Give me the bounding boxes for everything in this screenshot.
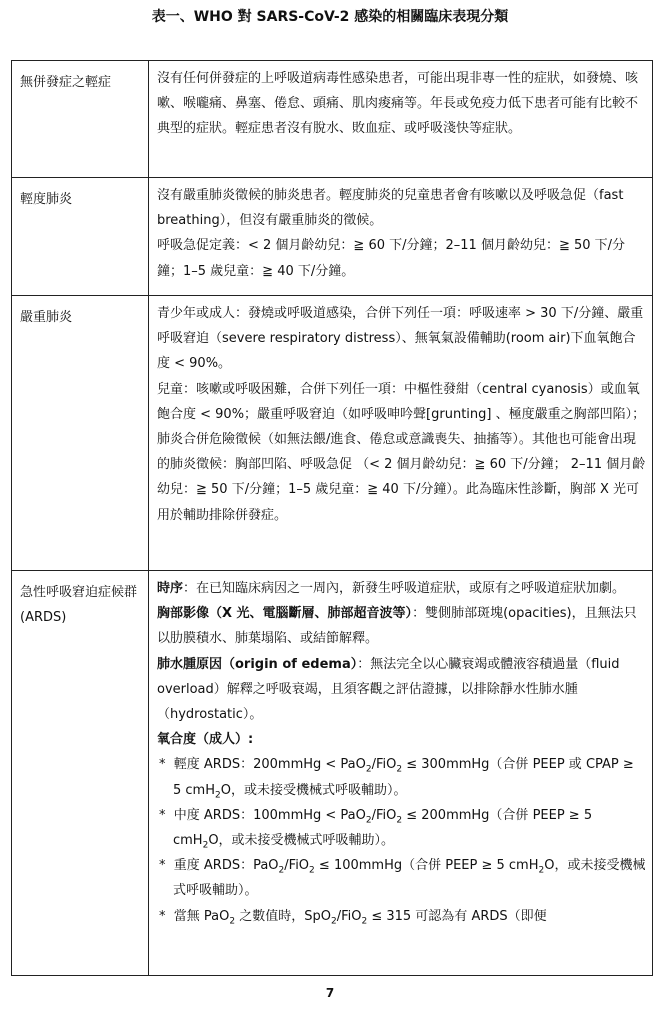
table-row (12, 61, 653, 178)
subscript: 2 (309, 865, 315, 876)
row-content-cell (149, 296, 653, 571)
bullet-mark: * (159, 757, 166, 773)
no-pao2-a: 當無 PaO (173, 908, 230, 924)
description-paragraph: 青少年或成人：發燒或呼吸道感染，合併下列任一項：呼吸速率 > 30 下/分鐘、嚴重呼吸窘迫（severe respiratory distress）、無氧氣設備輔助(room air)下血氧飽合度 < 90%。 (157, 306, 644, 372)
severe-ards-c: ≤ 100mmHg（合併 PEEP ≥ 5 cmH (314, 858, 539, 874)
subscript: 2 (538, 865, 545, 876)
row-label-cell (12, 296, 149, 571)
severe-ards-a: 重度 ARDS：PaO (173, 858, 279, 874)
row-label: 輕度肺炎 (20, 192, 73, 207)
clinical-classification-table (11, 60, 653, 976)
edema-paragraph (157, 652, 646, 728)
no-pao2-b: 之數值時，SpO (235, 908, 331, 924)
severe-ards-b: /FiO (284, 858, 310, 874)
subscript: 2 (278, 865, 285, 876)
description-paragraph: 沒有嚴重肺炎徵候的肺炎患者。輕度肺炎的兒童患者會有咳嗽以及呼吸急促（fast breathing），但沒有嚴重肺炎的徵候。 (157, 188, 624, 229)
row-content-cell (149, 178, 653, 296)
list-item (157, 904, 646, 929)
row-label-cell (12, 178, 149, 296)
table-row (12, 296, 653, 571)
list-item (157, 752, 646, 802)
row-label: 無併發症之輕症 (20, 75, 112, 90)
moderate-ards-d: O，或未接受機械式呼吸輔助）。 (208, 833, 395, 849)
subscript: 2 (202, 840, 209, 851)
subscript: 2 (361, 916, 368, 927)
bullet-mark: * (159, 858, 166, 874)
row-label-cell (12, 61, 149, 178)
subscript: 2 (365, 815, 372, 826)
mild-ards-d: O，或未接受機械式呼吸輔助）。 (220, 782, 407, 798)
mild-ards-c: ≤ 300mmHg（合併 PEEP 或 CPAP ≥ 5 cmH (173, 757, 634, 798)
subscript: 2 (229, 916, 236, 927)
row-label: 嚴重肺炎 (20, 310, 73, 325)
row-content-cell (149, 571, 653, 976)
edema-heading: 肺水腫原因（origin of edema） (157, 656, 358, 672)
moderate-ards-a: 中度 ARDS：100mmHg < PaO (173, 807, 366, 823)
moderate-ards-c: ≤ 200mmHg（合併 PEEP ≥ 5 cmH (173, 807, 593, 849)
subscript: 2 (396, 815, 403, 826)
row-label-cell (12, 571, 149, 976)
onset-heading: 時序 (157, 581, 184, 596)
description-paragraph: 兒童：咳嗽或呼吸困難，合併下列任一項：中樞性發紺（central cyanosis）或血氧飽合度 < 90%；嚴重呼吸窘迫（如呼吸呻吟聲[grunting] 、極度嚴重之胸部凹陷）；肺炎合併危險徵候（如無法餵/進食、倦怠或意識喪失、抽搐等）。其他也可能會出現的肺炎徵候：胸部凹陷、呼吸急促 （< 2 個月齡幼兒：≧ 60 下/分鐘； 2–11 個月齡幼兒：≧ 50 下/分鐘；1–5 歲兒童：≧ 40 下/分鐘）。此為臨床性診斷，胸部 X 光可用於輔助排除併發症。 (157, 381, 646, 523)
imaging-heading: 胸部影像（X 光、電腦斷層、肺部超音波等） (157, 606, 413, 622)
row-label: 急性呼吸窘迫症候群 (ARDS) (20, 585, 138, 626)
subscript: 2 (330, 916, 337, 927)
edema-text: ：無法完全以心臟衰竭或體液容積過量（fluid overload）解釋之呼吸衰竭，且須客觀之評估證據，以排除靜水性肺水腫（hydrostatic）。 (157, 656, 620, 723)
page-number: 7 (325, 986, 335, 1000)
mild-ards-a: 輕度 ARDS：200mmHg < PaO (173, 757, 366, 773)
no-pao2-c: /FiO (336, 908, 362, 924)
no-pao2-d: ≤ 315 可認為有 ARDS（即便 (367, 908, 547, 924)
subscript: 2 (396, 765, 403, 776)
table-row (12, 571, 653, 976)
list-item (157, 803, 646, 853)
page-title: 表一、WHO 對 SARS-CoV-2 感染的相關臨床表現分類 (151, 9, 509, 25)
oxygenation-heading: 氧合度（成人）: (157, 732, 254, 748)
list-item (157, 853, 646, 903)
subscript: 2 (215, 790, 221, 801)
imaging-text: ：雙側肺部斑塊(opacities)，且無法只以肋膜積水、肺葉塌陷、或結節解釋。 (157, 606, 637, 647)
onset-text: ：在已知臨床病因之一周內，新發生呼吸道症狀，或原有之呼吸道症狀加劇。 (183, 581, 626, 596)
table-row (12, 178, 653, 296)
bullet-mark: * (159, 807, 166, 823)
severe-ards-d: O，或未接受機械式呼吸輔助）。 (173, 858, 646, 899)
description-paragraph: 呼吸急促定義：< 2 個月齡幼兒：≧ 60 下/分鐘；2–11 個月齡幼兒：≧ 50 下/分鐘；1–5 歲兒童：≧ 40 下/分鐘。 (157, 238, 626, 279)
mild-ards-b: /FiO (371, 757, 397, 773)
moderate-ards-b: /FiO (371, 807, 397, 823)
row-content-cell (149, 61, 653, 178)
subscript: 2 (365, 765, 372, 776)
imaging-paragraph (157, 601, 646, 651)
description-paragraph: 沒有任何併發症的上呼吸道病毒性感染患者，可能出現非專一性的症狀，如發燒、咳嗽、喉嚨痛、鼻塞、倦怠、頭痛、肌肉痠痛等。年長或免疫力低下患者可能有比較不典型的症狀。輕症患者沒有脫水、敗血症、或呼吸淺快等症狀。 (157, 71, 639, 137)
onset-paragraph (157, 576, 646, 601)
bullet-mark: * (159, 908, 166, 924)
